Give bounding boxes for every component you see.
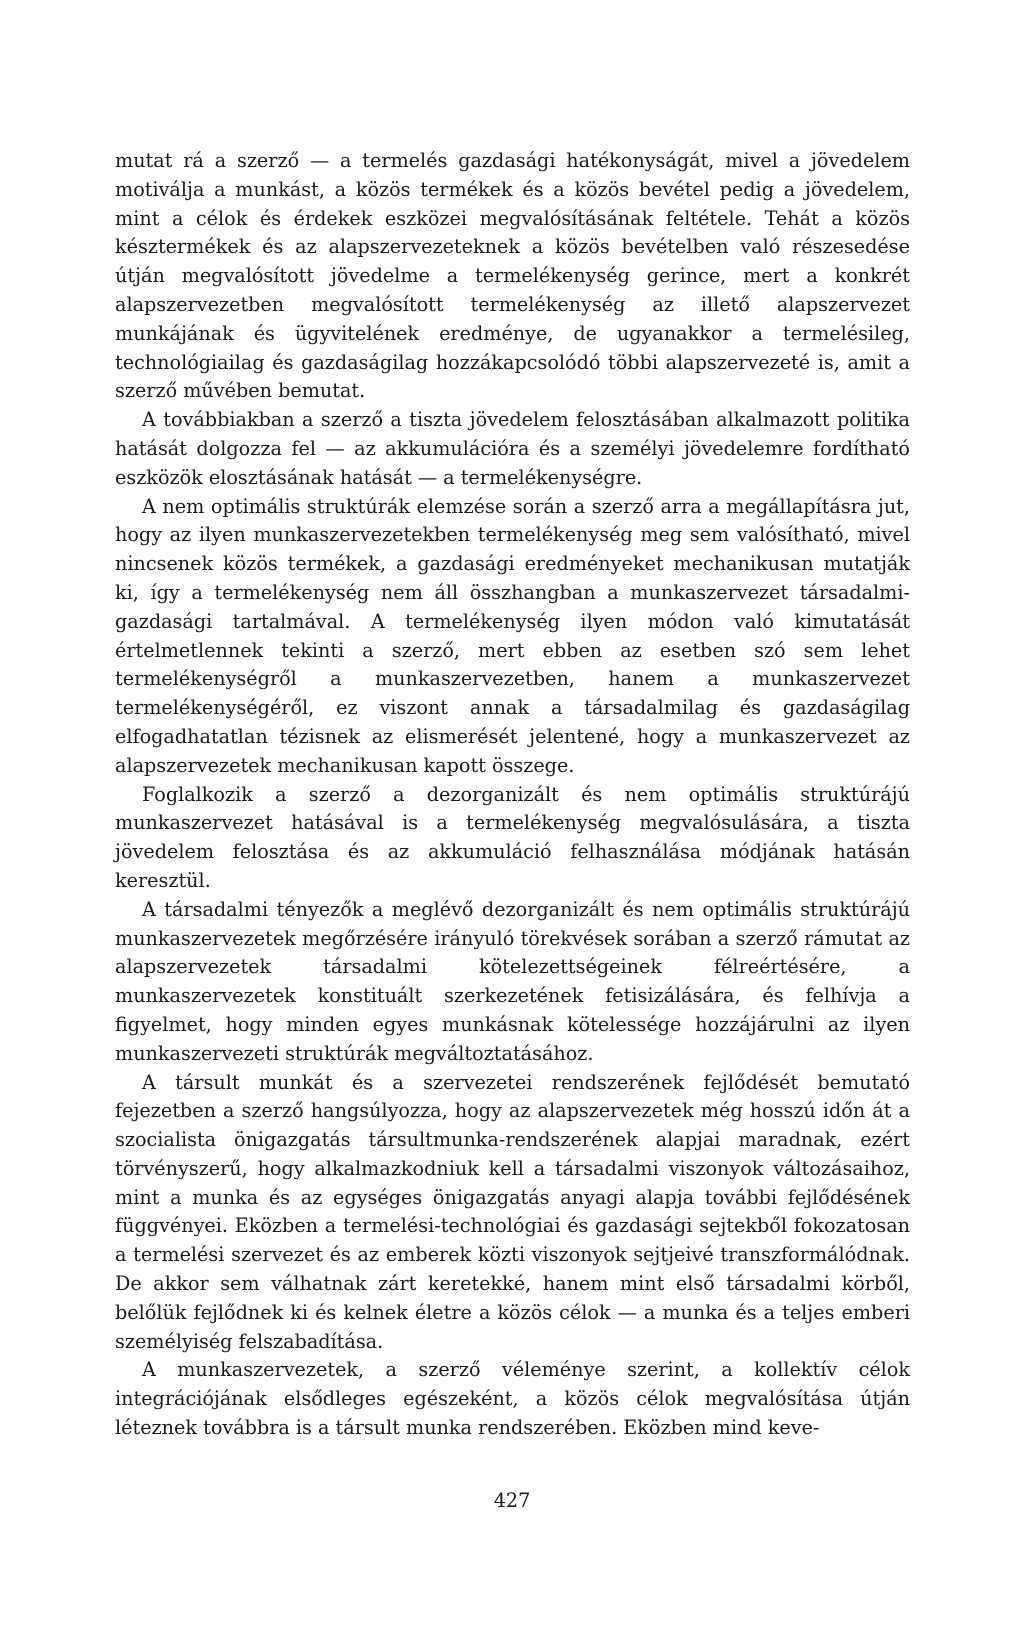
body-text <box>115 147 910 1443</box>
paragraph: A továbbiakban a szerző a tiszta jövedelem felosztásában alkalmazott politika hatását dolgozza fel — az akkumulációra és a személyi jövedelemre fordítható eszközök elosztásának hatását — a termelékenységre. <box>115 408 910 489</box>
paragraph: A társadalmi tényezők a meglévő dezorganizált és nem optimális struktúrájú munkaszervezetek megőrzésére irányuló törekvések sorában a szerző rámutat az alapszervezetek társadalmi kötelezettségeinek félreértésére, a munkaszervezetek konstituált szerkezetének fetisizálására, és felhívja a figyelmet, hogy minden egyes munkásnak kötelessége hozzájárulni az ilyen munkaszervezeti struktúrák megváltoztatásához. <box>115 897 910 1065</box>
paragraph: A nem optimális struktúrák elemzése során a szerző arra a megállapításra jut, hogy az ilyen munkaszervezetekben termelékenység meg sem valósítható, mivel nincsenek közös termékek, a gazdasági eredményeket mechanikusan mutatják ki, így a termelékenység nem áll összhangban a munkaszervezet társadalmi-gazdasági tartalmával. A termelékenység ilyen módon való kimutatását értelmetlennek tekinti a szerző, mert ebben az esetben szó sem lehet termelékenységről a munkaszervezetben, hanem a munkaszervezet termelékenységéről, ez viszont annak a társadalmilag és gazdaságilag elfogadhatatlan tézisnek az elismerését jelentené, hogy a munkaszervezet az alapszervezetek mechanikusan kapott összege. <box>115 494 910 777</box>
page-number: 427 <box>493 1489 531 1512</box>
paragraph: A társult munkát és a szervezetei rendszerének fejlődését bemutató fejezetben a szerző hangsúlyozza, hogy az alapszervezetek még hosszú időn át a szocialista önigazgatás társultmunka-rendszerének alapjai maradnak, ezért törvényszerű, hogy alkalmazkodniuk kell a társadalmi viszonyok változásaihoz, mint a munka és az egységes önigazgatás anyagi alapja további fejlődésének függvényei. Eközben a termelési-technológiai és gazdasági sejtekből fokozatosan a termelési szervezet és az emberek közti viszonyok sejtjeivé transzformálódnak. De akkor sem válhatnak zárt keretekké, hanem mint első társadalmi körből, belőlük fejlődnek ki és kelnek életre a közös célok — a munka és a teljes emberi személyiség felszabadítása. <box>115 1070 910 1353</box>
paragraph-continued: mutat rá a szerző — a termelés gazdasági hatékonyságát, mivel a jövedelem motiválja a munkást, a közös termékek és a közös bevétel pedig a jövedelem, mint a célok és érdekek eszközei megvalósításának feltétele. Tehát a közös késztermékek és az alapszervezeteknek a közös bevételben való részesedése útján megvalósított jövedelme a termelékenység gerince, mert a konkrét alapszervezetben megvalósított termelékenység az illető alapszervezet munkájának és ügyvitelének eredménye, de ugyanakkor a termelésileg, technológiailag és gazdaságilag hozzákapcsolódó többi alapszervezeté is, amit a szerző művében bemutat. <box>115 149 910 403</box>
paragraph: A munkaszervezetek, a szerző véleménye szerint, a kollektív célok integrációjának elsődleges egészeként, a közös célok megvalósítása útján léteznek továbbra is a társult munka rendszerében. Eközben mind keve- <box>115 1358 910 1440</box>
paragraph: Foglalkozik a szerző a dezorganizált és nem optimális struktúrájú munkaszervezet hatásával is a termelékenység megvalósulására, a tiszta jövedelem felosztása és az akkumuláció felhasználása módjának hatásán keresztül. <box>115 782 910 892</box>
